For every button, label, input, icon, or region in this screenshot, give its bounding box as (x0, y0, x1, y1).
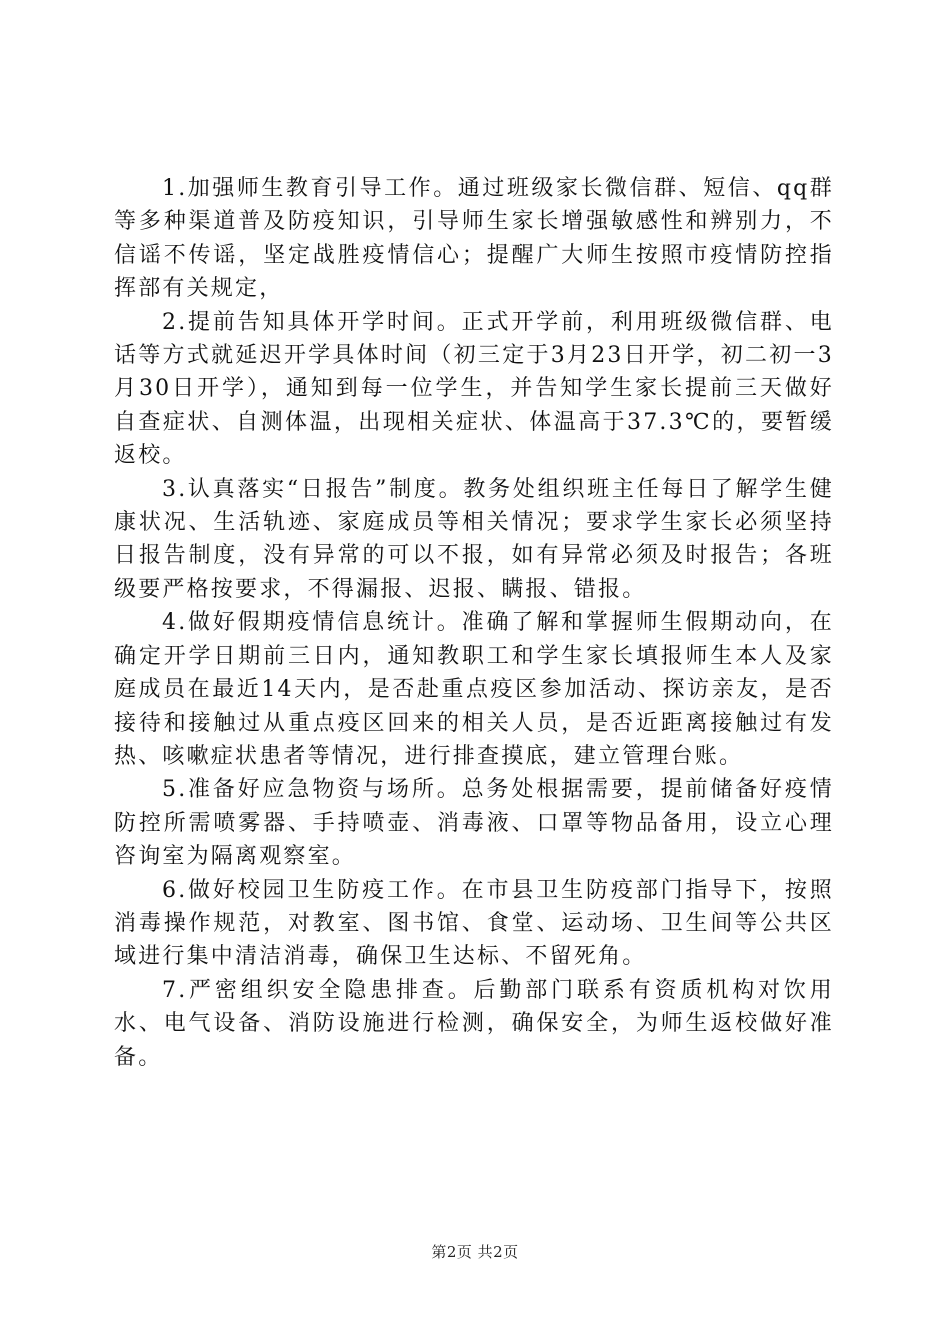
paragraph-2: 2.提前告知具体开学时间。正式开学前，利用班级微信群、电话等方式就延迟开学具体时间（初三定于3月23日开学，初二初一3月30日开学），通知到每一位学生，并告知学生家长提前三天做好自查症状、自测体温，出现相关症状、体温高于37.3℃的，要暂缓返校。 (114, 309, 834, 469)
paragraph-4: 4.做好假期疫情信息统计。准确了解和掌握师生假期动向，在确定开学日期前三日内，通知教职工和学生家长填报师生本人及家庭成员在最近14天内，是否赴重点疫区参加活动、探访亲友，是否接待和接触过从重点疫区回来的相关人员，是否近距离接触过有发热、咳嗽症状患者等情况，进行排查摸底，建立管理台账。 (114, 610, 834, 769)
paragraph-7: 7.严密组织安全隐患排查。后勤部门联系有资质机构对饮用水、电气设备、消防设施进行检测，确保安全，为师生返校做好准备。 (114, 977, 834, 1070)
document-body (114, 172, 834, 1074)
paragraph-5: 5.准备好应急物资与场所。总务处根据需要，提前储备好疫情防控所需喷雾器、手持喷壶、消毒液、口罩等物品备用，设立心理咨询室为隔离观察室。 (114, 777, 834, 870)
paragraph-1: 1.加强师生教育引导工作。通过班级家长微信群、短信、qq群等多种渠道普及防疫知识，引导师生家长增强敏感性和辨别力，不信谣不传谣，坚定战胜疫情信心；提醒广大师生按照市疫情防控指挥部有关规定， (114, 176, 834, 302)
paragraph-3: 3.认真落实“日报告”制度。教务处组织班主任每日了解学生健康状况、生活轨迹、家庭成员等相关情况；要求学生家长必须坚持日报告制度，没有异常的可以不报，如有异常必须及时报告；各班级要严格按要求，不得漏报、迟报、瞒报、错报。 (114, 476, 834, 602)
paragraph-6: 6.做好校园卫生防疫工作。在市县卫生防疫部门指导下，按照消毒操作规范，对教室、图书馆、食堂、运动场、卫生间等公共区域进行集中清洁消毒，确保卫生达标、不留死角。 (114, 877, 834, 970)
page-number-footer: 第2页 共2页 (431, 1243, 519, 1261)
